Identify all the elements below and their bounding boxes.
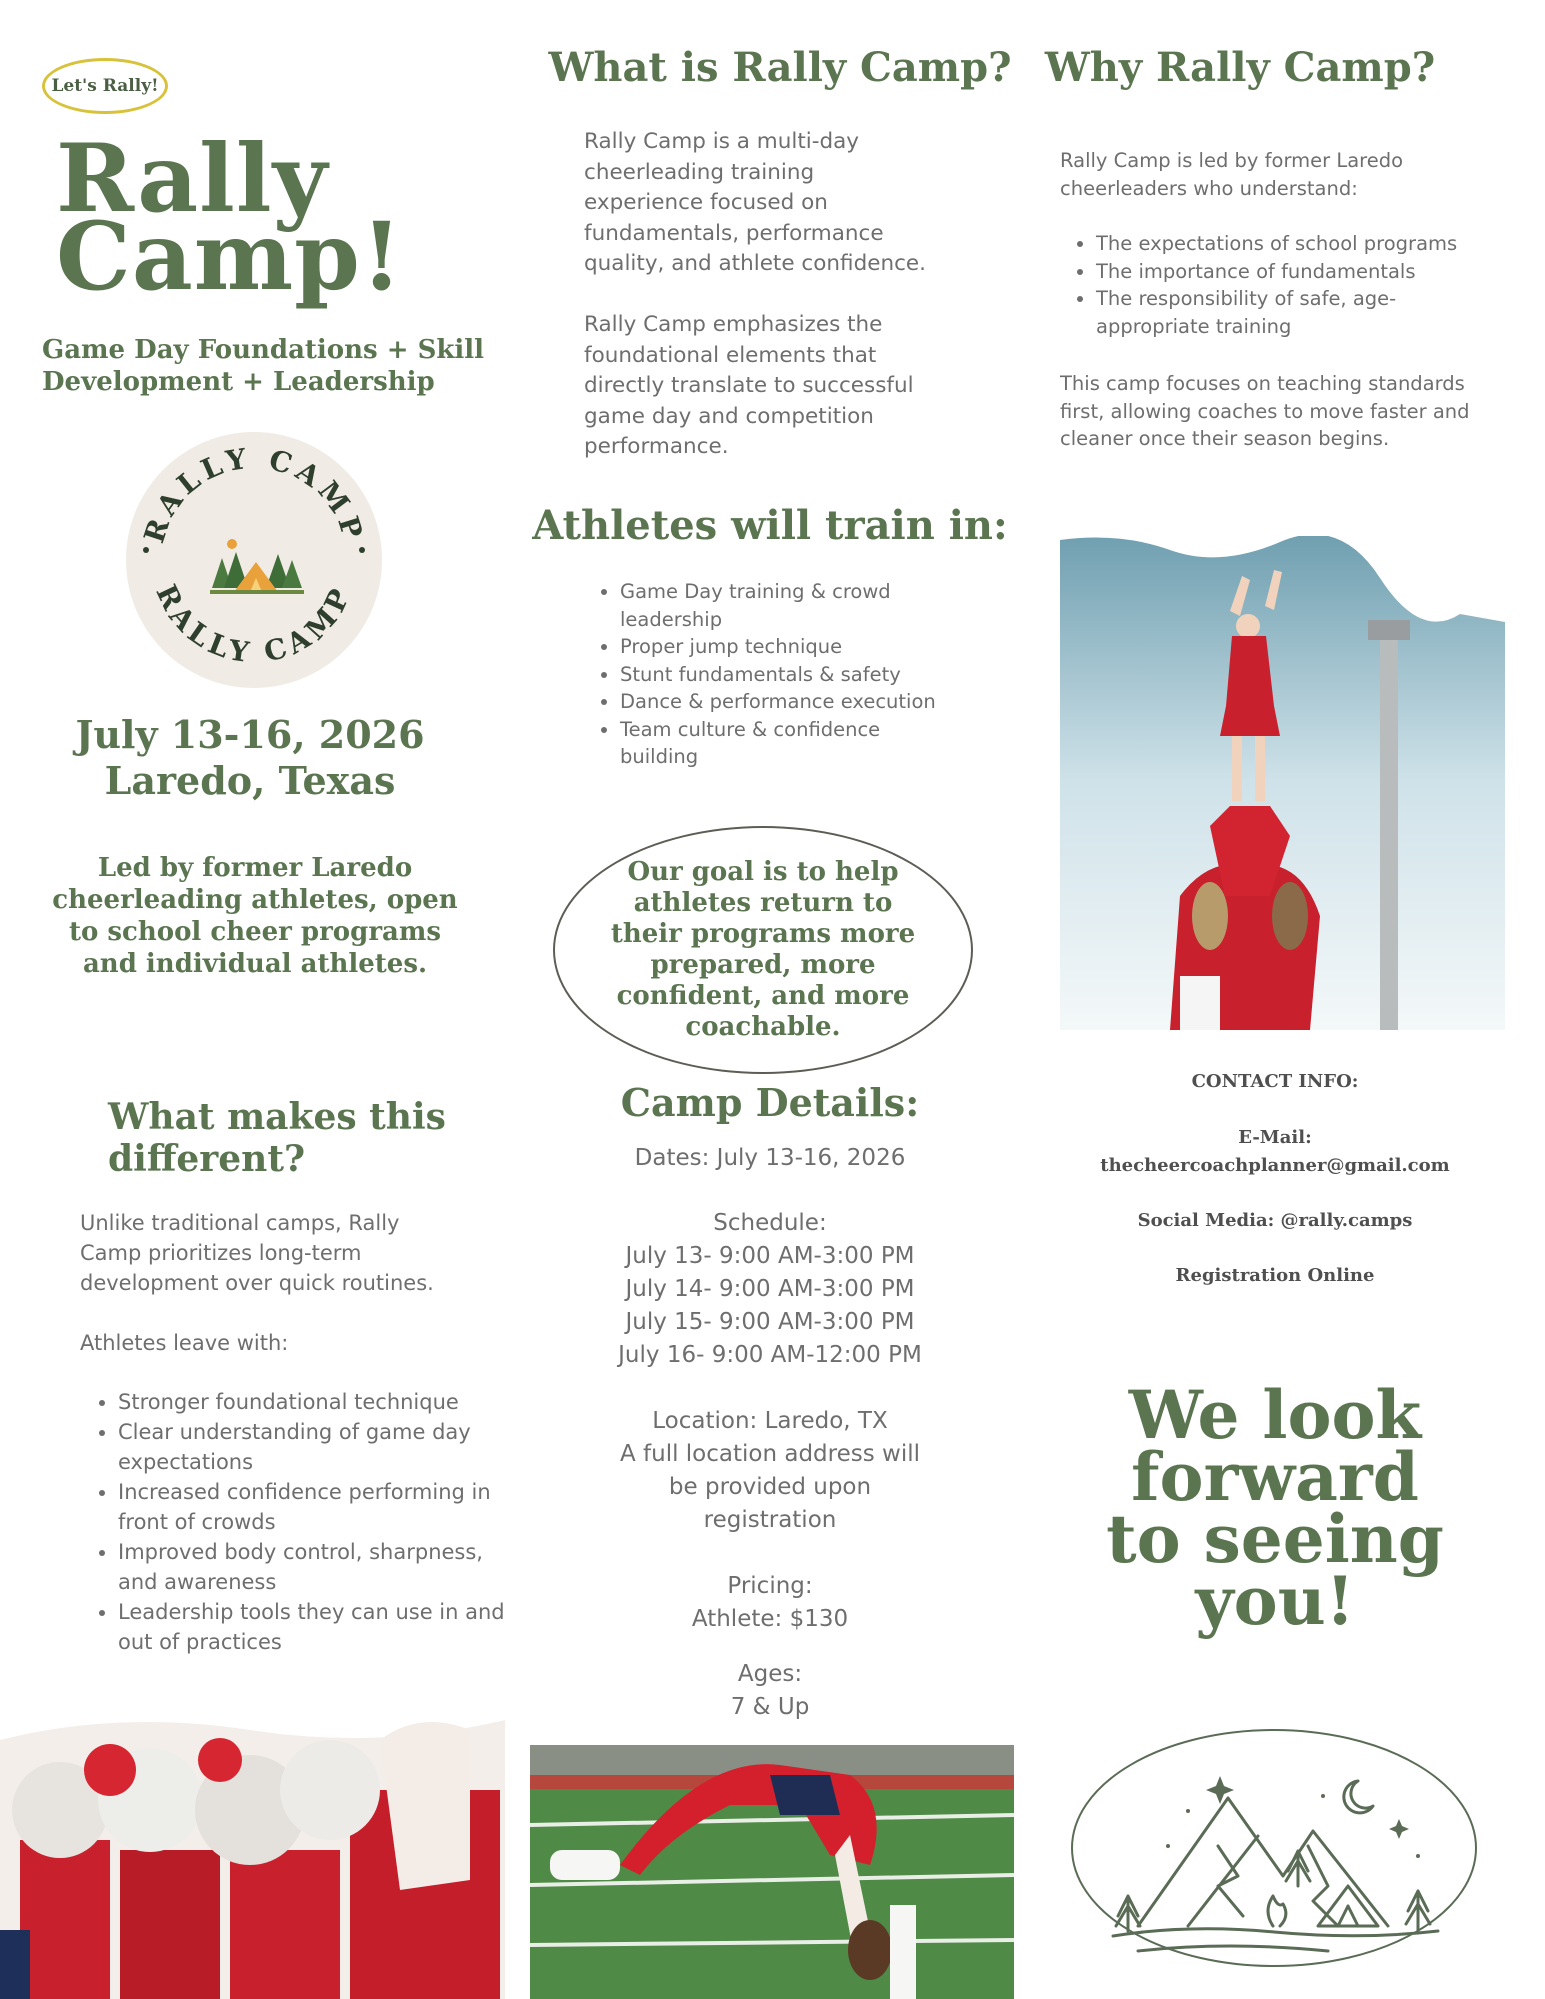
schedule-item: July 15- 9:00 AM-3:00 PM — [625, 1309, 915, 1335]
different-heading: What makes this different? — [108, 1096, 446, 1180]
badge — [42, 58, 168, 114]
why-closing: This camp focuses on teaching standards first, allowing coaches to move faster and cleaner once their season begins. — [1060, 372, 1470, 450]
page-title — [56, 124, 404, 312]
schedule-item: July 16- 9:00 AM-12:00 PM — [618, 1342, 922, 1368]
train-list — [584, 578, 940, 771]
event-info — [40, 712, 460, 804]
details-location-note: A full location address will be provided upon registration — [619, 1441, 921, 1533]
list-item: • Dance & performance execution — [620, 688, 940, 716]
ages-label: Ages: — [737, 1661, 803, 1687]
goal-text: Our goal is to help athletes return to their programs more prepared, more confident, and more coachable. — [610, 857, 916, 1042]
what-is-p2: Rally Camp emphasizes the foundational elements that directly translate to successful game day and competition performance. — [584, 312, 914, 459]
list-item: • Stronger foundational technique — [118, 1387, 514, 1417]
closing-line-4: you! — [1195, 1562, 1355, 1640]
led-by-text: Led by former Laredo cheerleading athletes, open to school cheer programs and individual athletes. — [52, 853, 458, 979]
email-label: E-Mail: — [1238, 1127, 1312, 1148]
list-item: • Leadership tools they can use in and out of practices — [118, 1597, 514, 1657]
ages-value: 7 & Up — [730, 1694, 810, 1720]
list-item: • Team culture & confidence building — [620, 716, 940, 771]
backbend-cheerleader-photo — [530, 1745, 1014, 1999]
list-item: • Improved body control, sharpness, and awareness — [118, 1537, 514, 1597]
leave-with-label: Athletes leave with: — [80, 1331, 289, 1355]
why-heading: Why Rally Camp? — [1044, 44, 1436, 91]
goal-ellipse — [553, 826, 973, 1074]
title-line-1: Rally — [56, 124, 329, 234]
list-item: • Game Day training & crowd leadership — [620, 578, 940, 633]
schedule-item: July 13- 9:00 AM-3:00 PM — [625, 1243, 915, 1269]
pricing-label: Pricing: — [727, 1573, 813, 1599]
logo-bottom-text: RALLY CAMP — [149, 579, 359, 670]
list-item: • Proper jump technique — [620, 633, 940, 661]
page-subtitle — [42, 334, 484, 398]
mountain-camp-emblem-icon — [1068, 1726, 1480, 1971]
different-list — [82, 1387, 514, 1657]
why-intro: Rally Camp is led by former Laredo cheerleaders who understand: — [1060, 149, 1404, 200]
list-item: • The responsibility of safe, age-appropriate training — [1096, 285, 1486, 340]
schedule-item: July 14- 9:00 AM-3:00 PM — [625, 1276, 915, 1302]
list-item: • Increased confidence performing in front of crowds — [118, 1477, 514, 1537]
closing-message — [1060, 1376, 1490, 1640]
different-intro: Unlike traditional camps, Rally Camp prioritizes long-term development over quick routines. — [80, 1211, 434, 1295]
closing-line-2: forward — [1131, 1438, 1419, 1516]
title-line-2: Camp! — [56, 202, 404, 312]
subtitle-line-1: Game Day Foundations + Skill — [42, 335, 484, 365]
cheer-stunt-photo — [1060, 536, 1505, 1030]
what-is-p1: Rally Camp is a multi-day cheerleading training experience focused on fundamentals, performance quality, and athlete confidence. — [584, 129, 926, 276]
what-is-heading: What is Rally Camp? — [548, 44, 1012, 91]
pricing-value: Athlete: $130 — [691, 1606, 849, 1632]
list-item: • The expectations of school programs — [1096, 230, 1486, 258]
list-item: • The importance of fundamentals — [1096, 258, 1486, 286]
event-dates: July 13-16, 2026 — [75, 712, 425, 757]
contact-info — [1060, 1068, 1490, 1290]
subtitle-line-2: Development + Leadership — [42, 367, 435, 397]
event-location: Laredo, Texas — [104, 758, 396, 803]
cheerleaders-pompoms-photo — [0, 1700, 505, 1999]
rally-camp-logo — [124, 430, 384, 690]
list-item: • Stunt fundamentals & safety — [620, 661, 940, 689]
registration-link[interactable]: Registration Online — [1175, 1265, 1375, 1286]
why-list — [1060, 230, 1486, 340]
details-location: Location: Laredo, TX — [652, 1408, 888, 1434]
camp-details — [560, 1142, 980, 1724]
contact-heading: CONTACT INFO: — [1191, 1071, 1359, 1092]
social-media[interactable]: Social Media: @rally.camps — [1137, 1210, 1413, 1231]
train-heading: Athletes will train in: — [532, 502, 1008, 549]
email-link[interactable]: thecheercoachplanner@gmail.com — [1100, 1155, 1450, 1176]
closing-line-1: We look — [1128, 1376, 1422, 1454]
badge-text: Let's Rally! — [51, 76, 159, 96]
logo-top-text: RALLY CAMP — [137, 441, 371, 547]
schedule-label: Schedule: — [713, 1210, 827, 1236]
details-dates: Dates: July 13-16, 2026 — [634, 1145, 906, 1171]
closing-line-3: to seeing — [1106, 1500, 1444, 1578]
details-heading: Camp Details: — [620, 1080, 920, 1125]
list-item: • Clear understanding of game day expectations — [118, 1417, 514, 1477]
